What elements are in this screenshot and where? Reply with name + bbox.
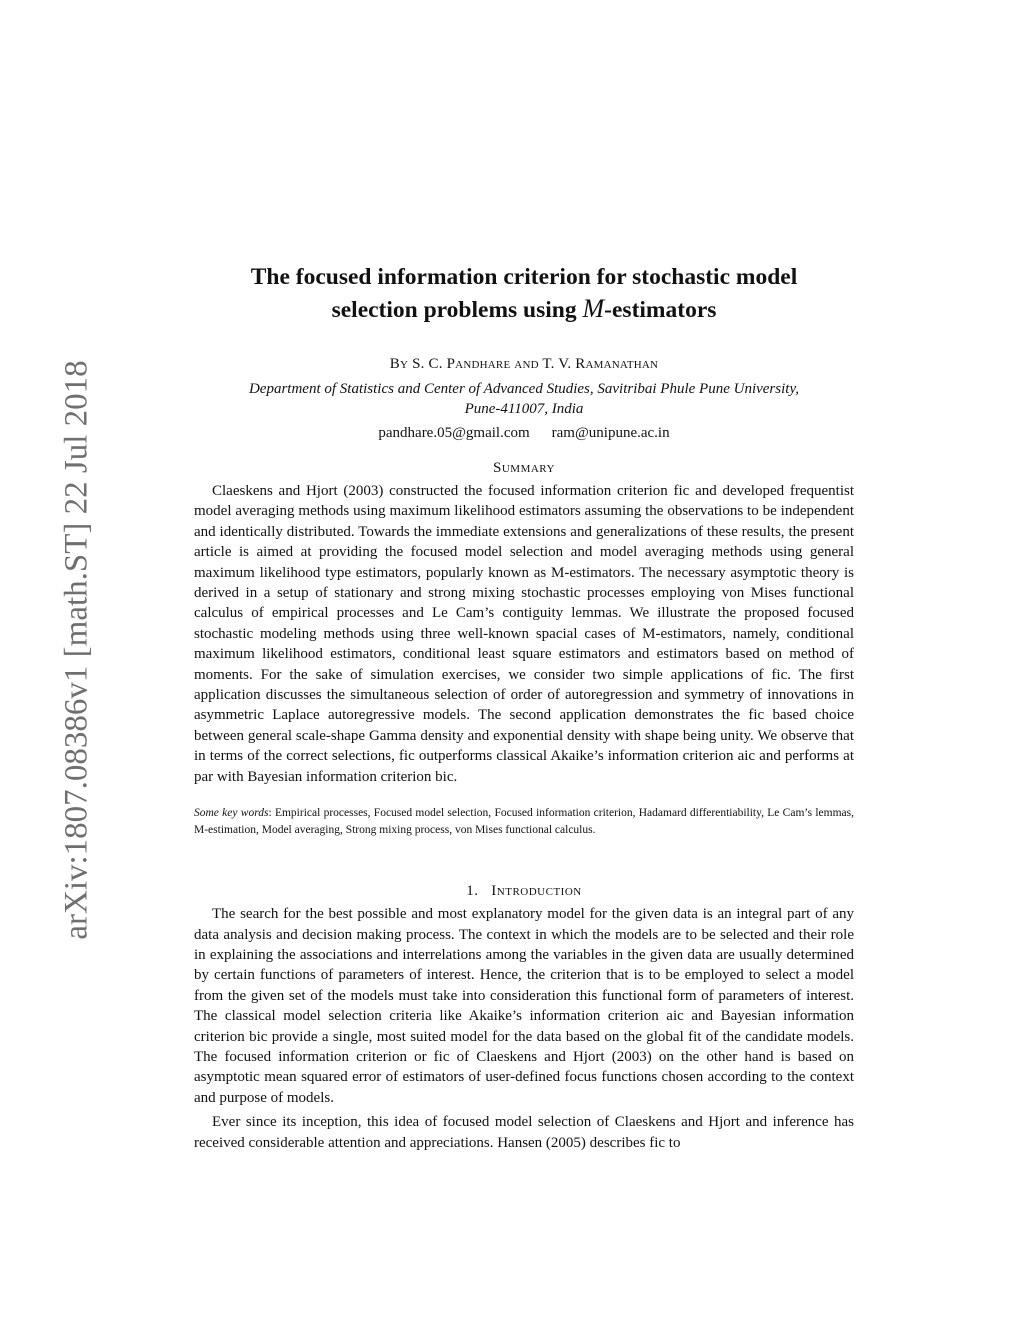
key-words-label: Some key words	[194, 807, 269, 820]
paper-title	[194, 262, 854, 326]
affiliation	[194, 379, 854, 419]
intro-paragraph-1: The search for the best possible and most explanatory model for the given data is an integral part of any data analysis and decision making process. The context in which the models are to be selected and their role in explaining the associations and interrelations among the variables in the given data are usually determined by certain functions of parameters of interest. Hence, the criterion that is to be employed to select a model from the given set of the models must take into consideration this functional form of parameters of interest. The classical model selection criteria like Akaike’s information criterion aic and Bayesian information criterion bic provide a single, most suited model for the data based on the global fit of the candidate models. The focused information criterion or fic of Claeskens and Hjort (2003) on the other hand is based on asymptotic mean squared error of estimators of user-defined focus functions chosen according to the context and purpose of models.	[194, 906, 854, 1106]
key-words	[194, 805, 854, 839]
title-line-1: The focused information criterion for stochastic model	[250, 264, 798, 290]
intro-paragraph-2: Ever since its inception, this idea of focused model selection of Claeskens and Hjort and inference has received considerable attention and appreciations. Hansen (2005) describes fic to	[194, 1114, 854, 1151]
section-number: 1.	[466, 883, 479, 900]
paper-page	[194, 262, 854, 1153]
arxiv-identifier-stamp: arXiv:1807.08386v1 [math.ST] 22 Jul 2018	[58, 360, 95, 940]
author-emails	[194, 425, 854, 442]
title-math-symbol: M	[582, 294, 605, 323]
summary-heading: Summary	[493, 460, 555, 476]
summary-paragraph: Claeskens and Hjort (2003) constructed the focused information criterion fic and developed frequentist model averaging methods using maximum likelihood estimators assuming the observations to be independent and identically distributed. Towards the immediate extensions and generalizations of these results, the present article is aimed at providing the focused model selection and model averaging methods using general maximum likelihood type estimators, popularly known as M-estimators. The necessary asymptotic theory is derived in a setup of stationary and strong mixing stochastic processes employing von Mises functional calculus of empirical processes and Le Cam’s contiguity lemmas. We illustrate the proposed focused stochastic modeling methods using three well-known spacial cases of M-estimators, namely, conditional maximum likelihood estimators, conditional least square estimators and estimators based on method of moments. For the sake of simulation exercises, we consider two simple applications of fic. The first application discusses the simultaneous selection of order of autoregression and symmetry of innovations in asymmetric Laplace autoregressive models. The second application demonstrates the fic based choice between general scale-shape Gamma density and exponential density with shape being unity. We observe that in terms of the correct selections, fic outperforms classical Akaike’s information criterion aic and performs at par with Bayesian information criterion bic.	[194, 483, 854, 785]
title-line-2-prefix: selection problems using	[331, 297, 583, 323]
affiliation-line-2: Pune-411007, India	[464, 401, 584, 417]
affiliation-line-1: Department of Statistics and Center of Advanced Studies, Savitribai Phule Pune University,	[248, 381, 800, 397]
email-pandhare[interactable]: pandhare.05@gmail.com	[378, 425, 530, 441]
key-words-text: : Empirical processes, Focused model selection, Focused information criterion, Hadamard differentiability, Le Cam’s lemmas, M-estimation, Model averaging, Strong mixing process, von Mises functional calculus.	[194, 807, 854, 837]
title-line-2	[194, 293, 854, 326]
section-title: Introduction	[491, 883, 582, 900]
email-ramanathan[interactable]: ram@unipune.ac.in	[551, 425, 670, 441]
title-line-2-suffix: -estimators	[604, 297, 717, 323]
section-heading-introduction	[194, 883, 854, 900]
author-list: By S. C. Pandhare and T. V. Ramanathan	[389, 356, 659, 372]
